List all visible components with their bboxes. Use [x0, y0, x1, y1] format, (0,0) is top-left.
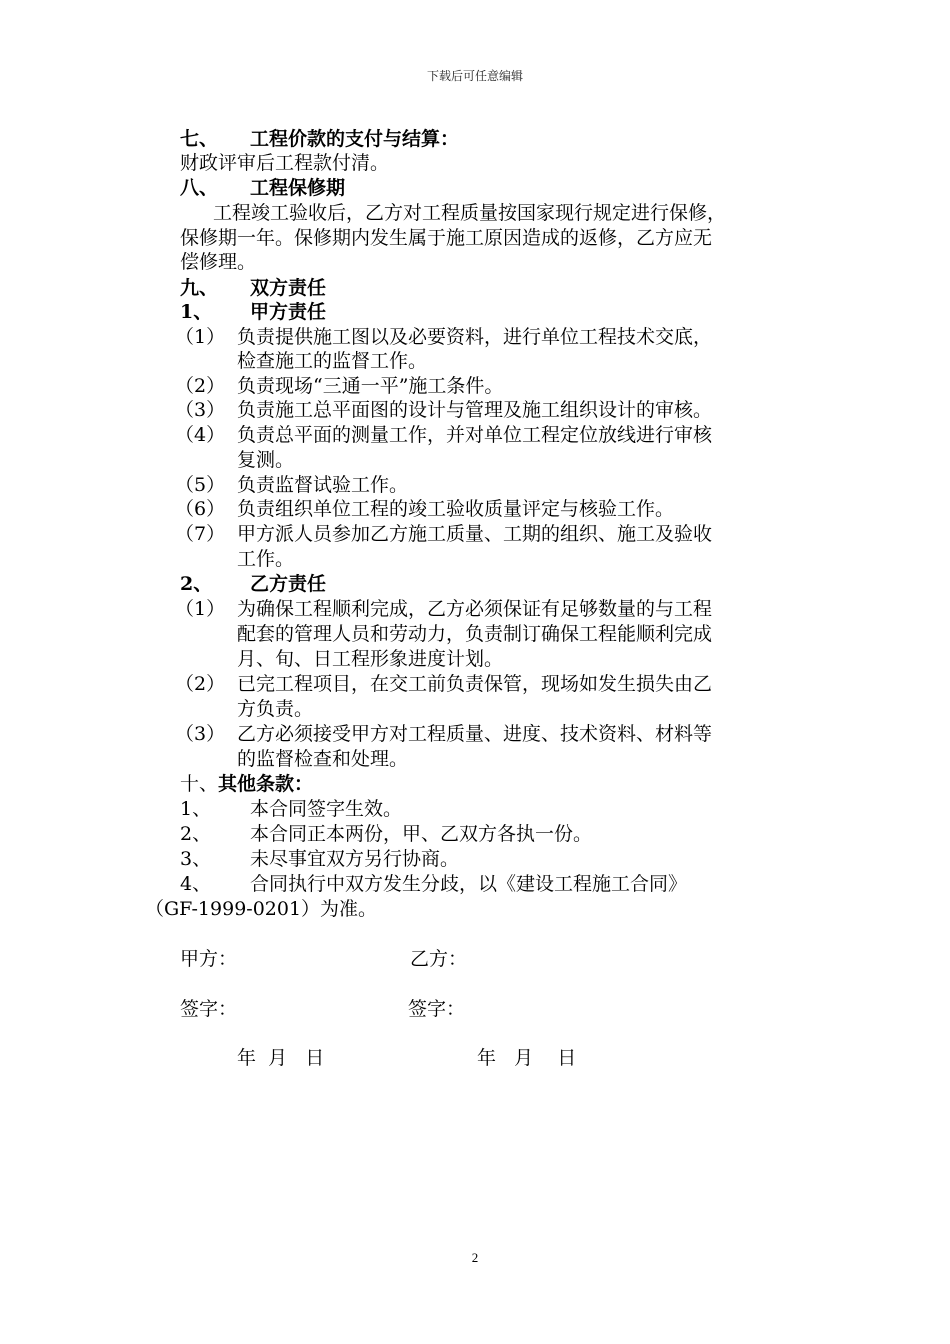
party-b-item: （1） 为确保工程顺利完成，乙方必须保证有足够数量的与工程 [175, 598, 713, 620]
party-a-heading [180, 300, 326, 324]
section-7-title: 工程价款的支付与结算： [250, 128, 460, 150]
party-a-title: 甲方责任 [250, 301, 327, 323]
section-7-text: 财政评审后工程款付清。 [180, 152, 390, 174]
party-b-item: （3） 乙方必须接受甲方对工程质量、进度、技术资料、材料等 [175, 723, 713, 745]
section-8-heading [180, 176, 345, 200]
party-a-signature-label: 签字： [180, 998, 238, 1020]
party-b-number: 2、 [180, 573, 213, 595]
party-b-heading [180, 572, 326, 596]
party-b-item-cont: 的监督检查和处理。 [237, 748, 409, 770]
section-7-number: 七、 [180, 128, 219, 150]
other-clause-item-cont: （GF-1999-0201）为准。 [145, 898, 378, 920]
party-b-date: 年 月 日 [477, 1047, 577, 1069]
other-clause-item: 1、 本合同签字生效。 [180, 798, 403, 820]
section-9-title: 双方责任 [250, 277, 327, 299]
party-a-item-cont: 工作。 [237, 548, 295, 570]
party-b-label: 乙方： [410, 948, 468, 970]
party-b-title: 乙方责任 [250, 573, 327, 595]
page-header: 下载后可任意编辑 [426, 69, 523, 83]
party-b-item-cont: 方负责。 [237, 698, 314, 720]
page-number: 2 [471, 1250, 479, 1265]
other-clause-item: 3、 未尽事宜双方另行协商。 [180, 848, 460, 870]
party-a-item: （1） 负责提供施工图以及必要资料，进行单位工程技术交底， [175, 326, 713, 348]
section-8-line-1: 工程竣工验收后，乙方对工程质量按国家现行规定进行保修， [213, 202, 727, 224]
party-b-signature-label: 签字： [408, 998, 466, 1020]
section-8-line-3: 偿修理。 [180, 251, 257, 273]
section-10-title: 其他条款： [218, 773, 314, 795]
party-b-item-cont: 配套的管理人员和劳动力，负责制订确保工程能顺利完成 [237, 623, 713, 645]
section-8-number: 八、 [180, 177, 219, 199]
party-a-item: （2） 负责现场“三通一平”施工条件。 [175, 375, 504, 397]
section-8-title: 工程保修期 [250, 177, 346, 199]
other-clause-item: 2、 本合同正本两份，甲、乙双方各执一份。 [180, 823, 593, 845]
party-a-item: （3） 负责施工总平面图的设计与管理及施工组织设计的审核。 [175, 399, 713, 421]
party-a-date: 年 月 日 [237, 1047, 325, 1069]
section-9-heading [180, 276, 326, 300]
party-a-item: （6） 负责组织单位工程的竣工验收质量评定与核验工作。 [175, 498, 675, 520]
section-7-heading [180, 127, 459, 151]
party-b-item-cont: 月、旬、日工程形象进度计划。 [237, 648, 504, 670]
party-a-item: （4） 负责总平面的测量工作，并对单位工程定位放线进行审核 [175, 424, 713, 446]
section-10-heading [180, 772, 313, 796]
party-b-item: （2） 已完工程项目，在交工前负责保管，现场如发生损失由乙 [175, 673, 713, 695]
party-a-item-cont: 复测。 [237, 449, 295, 471]
party-a-item: （5） 负责监督试验工作。 [175, 474, 409, 496]
party-a-number: 1、 [180, 301, 213, 323]
section-9-number: 九、 [180, 277, 219, 299]
party-a-item: （7） 甲方派人员参加乙方施工质量、工期的组织、施工及验收 [175, 523, 713, 545]
other-clause-item: 4、 合同执行中双方发生分歧，以《建设工程施工合同》 [180, 873, 688, 895]
section-10-number: 十、 [180, 773, 219, 795]
party-a-label: 甲方： [180, 948, 238, 970]
section-8-line-2: 保修期一年。保修期内发生属于施工原因造成的返修，乙方应无 [180, 227, 713, 249]
party-a-item-cont: 检查施工的监督工作。 [237, 350, 428, 372]
